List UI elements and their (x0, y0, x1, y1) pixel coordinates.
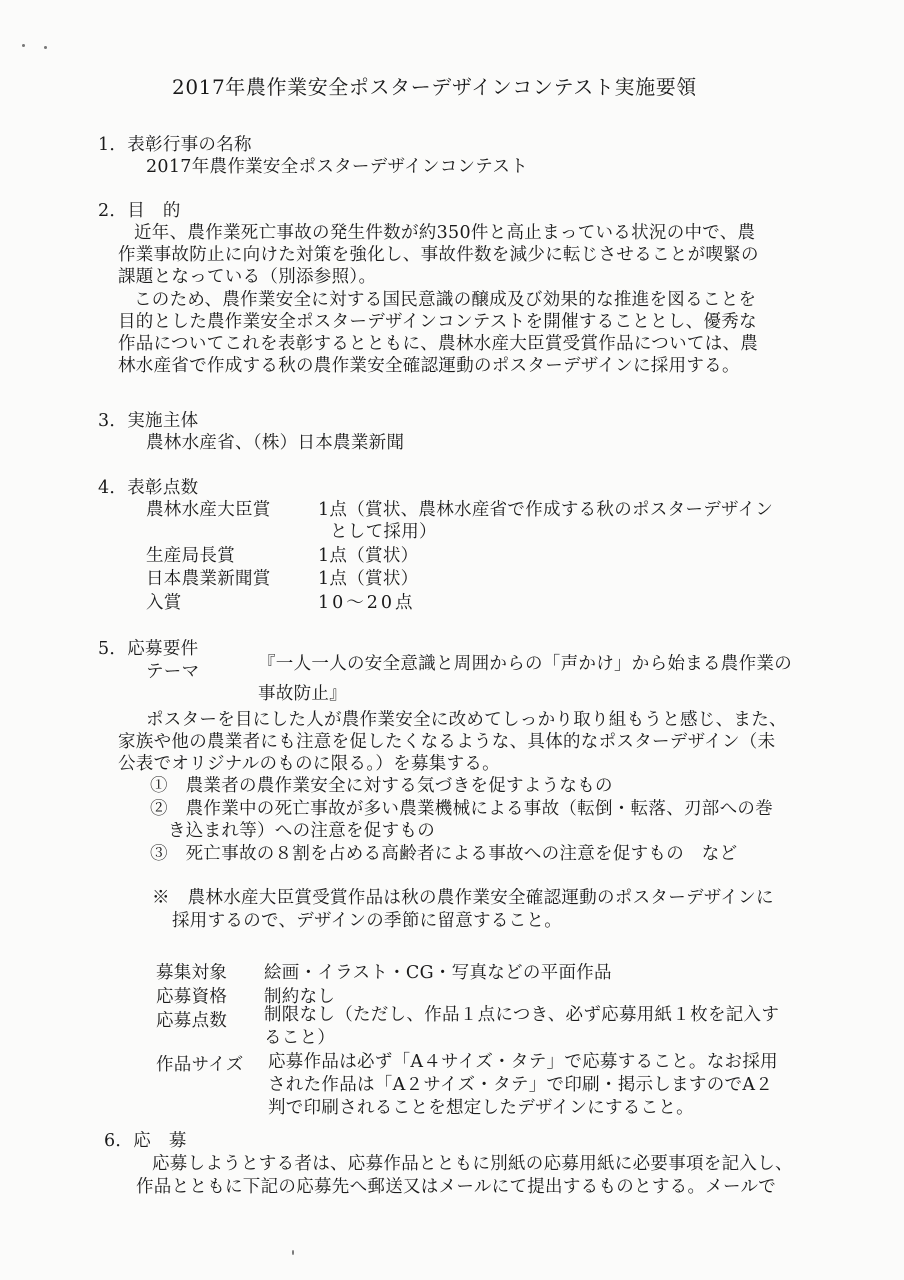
list-item-continued: き込まれ等）への注意を促すもの (168, 821, 435, 841)
req-label: 応募点数 (156, 1011, 228, 1031)
list-item: ① 農業者の農作業安全に対する気づきを促すようなもの (150, 776, 613, 796)
req-value: 応募作品は必ず「A４サイズ・タテ」で応募すること。なお採用 (268, 1052, 778, 1072)
section-6-heading: 6．応 募 (104, 1131, 187, 1151)
award-name: 入賞 (146, 593, 182, 613)
section-5-heading: 5．応募要件 (98, 639, 199, 659)
list-item: ③ 死亡事故の８割を占める高齢者による事故への注意を促すもの など (150, 844, 738, 864)
award-name: 生産局長賞 (146, 546, 235, 566)
award-name: 農林水産大臣賞 (146, 500, 271, 520)
note-continued: 採用するので、デザインの季節に留意すること。 (172, 911, 563, 931)
scan-speck (22, 44, 25, 47)
section-2-line: 作業事故防止に向けた対策を強化し、事故件数を減少に転じさせることが喫緊の (118, 245, 759, 265)
award-count: 10～20点 (318, 593, 416, 613)
section-3-text: 農林水産省、（株）日本農業新聞 (146, 433, 405, 453)
req-label: 作品サイズ (156, 1055, 244, 1075)
section-2-line: 課題となっている（別添参照）。 (118, 267, 377, 287)
req-value: 絵画・イラスト・CG・写真などの平面作品 (264, 963, 612, 983)
theme-label: テーマ (146, 662, 200, 682)
section-2-line: 作品についてこれを表彰するとともに、農林水産大臣賞受賞作品については、農 (118, 334, 759, 354)
section-4-heading: 4．表彰点数 (98, 478, 199, 498)
section-2-line: 目的とした農作業安全ポスターデザインコンテストを開催することとし、優秀な (118, 312, 757, 332)
section-1-text: 2017年農作業安全ポスターデザインコンテスト (146, 157, 529, 177)
scan-speck (292, 1250, 294, 1255)
theme-text: 『一人一人の安全意識と周囲からの「声かけ」から始まる農作業の (258, 654, 792, 674)
award-count: 1点（賞状、農林水産省で作成する秋のポスターデザイン (318, 500, 774, 520)
section-2-line: 近年、農作業死亡事故の発生件数が約350件と高止まっている状況の中で、農 (134, 223, 756, 243)
award-name: 日本農業新聞賞 (146, 569, 271, 589)
award-count: 1点（賞状） (318, 569, 419, 589)
section-5-intro: 公表でオリジナルのものに限る。）を募集する。 (118, 754, 500, 774)
req-value-continued: ること） (264, 1028, 336, 1048)
section-1-heading: 1．表彰行事の名称 (98, 135, 252, 155)
award-count-continued: として採用） (330, 522, 437, 542)
note: ※ 農林水産大臣賞受賞作品は秋の農作業安全確認運動のポスターデザインに (152, 888, 774, 908)
section-6-line: 作品とともに下記の応募先へ郵送又はメールにて提出するものとする。メールで (136, 1177, 777, 1197)
req-value: 制限なし（ただし、作品１点につき、必ず応募用紙１枚を記入す (264, 1005, 780, 1025)
req-label: 募集対象 (156, 963, 228, 983)
award-count: 1点（賞状） (318, 546, 419, 566)
req-value-continued: された作品は「A２サイズ・タテ」で印刷・掲示しますのでA２ (268, 1075, 774, 1095)
section-5-intro: ポスターを目にした人が農作業安全に改めてしっかり取り組もうと感じ、また、 (146, 710, 787, 730)
req-value: 制約なし (264, 987, 336, 1007)
req-value-continued: 判で印刷されることを想定したデザインにすること。 (268, 1098, 694, 1118)
section-2-line: このため、農作業安全に対する国民意識の醸成及び効果的な推進を図ることを (134, 290, 757, 310)
page-title: 2017年農作業安全ポスターデザインコンテスト実施要領 (172, 75, 697, 99)
section-2-line: 林水産省で作成する秋の農作業安全確認運動のポスターデザインに採用する。 (118, 356, 740, 376)
section-5-intro: 家族や他の農業者にも注意を促したくなるような、具体的なポスターデザイン（未 (118, 732, 776, 752)
section-6-line: 応募しようとする者は、応募作品とともに別紙の応募用紙に必要事項を記入し、 (152, 1154, 793, 1174)
theme-text-continued: 事故防止』 (258, 684, 347, 704)
section-2-heading: 2．目 的 (98, 201, 181, 221)
list-item: ② 農作業中の死亡事故が多い農業機械による事故（転倒・転落、刃部への巻 (150, 799, 773, 819)
section-3-heading: 3．実施主体 (98, 411, 199, 431)
req-label: 応募資格 (156, 987, 228, 1007)
scan-speck (44, 46, 47, 49)
